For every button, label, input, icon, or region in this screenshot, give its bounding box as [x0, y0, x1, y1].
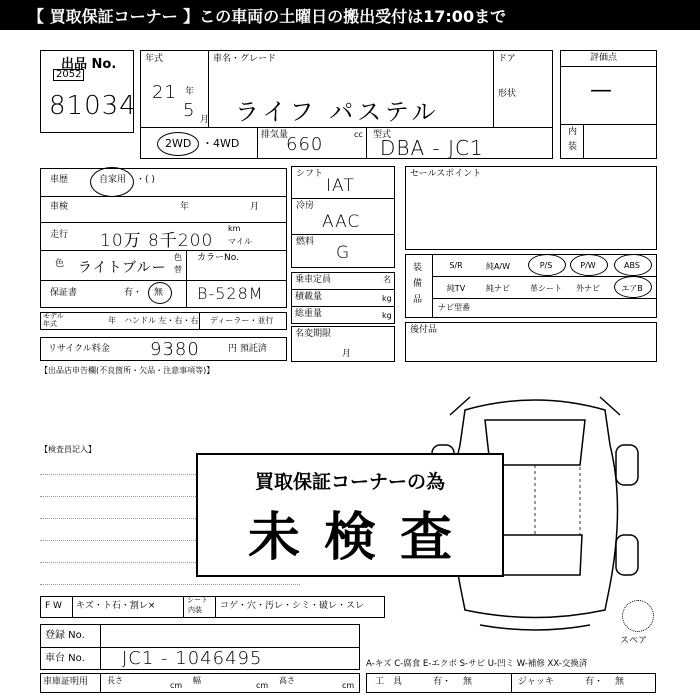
inspection-year-unit: 年: [180, 202, 190, 212]
equip-tv: 純TV: [446, 284, 466, 293]
equip-airbag: エアB: [621, 284, 643, 293]
model-label: 型式: [373, 130, 392, 140]
name-change-unit: 月: [342, 349, 352, 359]
model-year-label-2: 年式: [43, 320, 57, 328]
tools-label: 工 具: [375, 677, 403, 687]
lot-number: 81034: [49, 91, 137, 121]
car-name-label: 車名・グレード: [213, 54, 277, 64]
equip-abs: ABS: [624, 261, 640, 270]
equip-label-3: 品: [413, 295, 423, 305]
warranty-no-circle: [148, 282, 172, 304]
recycle-unit: 円 預託済: [228, 344, 267, 354]
length-label: 長さ: [107, 676, 123, 685]
gross-unit: kg: [382, 311, 392, 320]
banner: [0, 0, 700, 30]
warranty-yes: 有・: [124, 288, 143, 298]
jack-yes: 有・: [585, 677, 604, 687]
year-label: 年式: [145, 54, 164, 64]
equip-abs-circle: [614, 254, 652, 276]
recycle-value: 9380: [150, 339, 200, 360]
equip-label-1: 装: [413, 263, 423, 273]
capacity-label: 乗車定員: [295, 275, 332, 285]
fuel-label: 燃料: [296, 237, 315, 247]
equip-ps-circle: [528, 254, 566, 276]
shape-label: 形状: [498, 89, 517, 99]
capacity-unit: 名: [383, 275, 391, 284]
door-label: ドア: [498, 54, 516, 64]
equip-label-2: 備: [413, 279, 423, 289]
equip-navi: 純ナビ: [486, 284, 510, 293]
color-no-value: B-528M: [197, 284, 264, 303]
warranty-no: 無: [154, 288, 164, 298]
height-label: 高さ: [279, 676, 295, 685]
width-unit: cm: [256, 681, 269, 690]
year-value: 21: [152, 82, 177, 103]
score-value: —: [590, 78, 612, 103]
seat-label-1: シート: [187, 596, 208, 604]
stamp-line-1: 買取保証コーナーの為: [254, 471, 445, 493]
displacement-label: 排気量: [261, 130, 289, 140]
lot-code: 2052: [53, 69, 84, 81]
after-parts-label: 後付品: [410, 325, 438, 335]
handle-label: ハンドル 左・右・右: [124, 316, 199, 325]
load-label: 積載量: [295, 292, 323, 302]
remarks-label: 【出品店申告欄(不良箇所・欠品・注意事項等)】: [40, 366, 215, 375]
garage-cert-label: 車庫証明用: [43, 677, 89, 687]
car-name-value: ライフ パステル: [235, 98, 440, 126]
month-unit: 月: [200, 115, 210, 125]
equip-ext-navi: 外ナビ: [576, 284, 600, 293]
lot-number-box: [40, 50, 137, 133]
fw-label: F W: [45, 601, 62, 611]
score-label: 評価点: [590, 53, 618, 63]
chassis-no-label: 車台 No.: [45, 653, 85, 664]
history-label: 車歴: [50, 175, 69, 185]
chassis-no-value: JC1 - 1046495: [122, 648, 263, 669]
model-year-label-1: モデル: [43, 312, 64, 320]
lot-label: 出品 No.: [61, 57, 117, 72]
mileage-unit-km: km: [228, 224, 241, 233]
displacement-value: 660: [286, 134, 324, 155]
color-no-label: カラーNo.: [197, 253, 239, 263]
ac-label: 冷房: [296, 201, 315, 211]
color-swap-2: 替: [174, 265, 182, 274]
fuel-value: G: [336, 243, 351, 263]
warranty-label: 保証書: [50, 288, 78, 298]
year-unit: 年: [185, 87, 195, 97]
mileage-unit-mile: マイル: [228, 237, 252, 246]
jack-label: ジャッキ: [518, 677, 554, 687]
damage-code-legend: A-キズ C-腐食 E-エクボ S-サビ U-凹ミ W-補修 XX-交換済: [366, 659, 588, 669]
seat-items: コゲ・穴・汚レ・シミ・破レ・スレ: [220, 601, 365, 611]
inspector-label: 【検査員記入】: [40, 445, 96, 454]
dealer-label: ディーラー・並行: [210, 316, 274, 325]
history-value: 自家用: [99, 175, 127, 185]
jack-no: 無: [615, 677, 625, 687]
model-year-year: 年: [108, 316, 116, 325]
name-change-label: 名変期限: [295, 329, 332, 339]
equip-pw: P/W: [580, 261, 596, 270]
reg-no-label: 登録 No.: [45, 630, 85, 641]
shift-label: シフト: [296, 169, 324, 179]
inspection-label: 車検: [50, 202, 69, 212]
drive-2wd-circle: [157, 132, 199, 156]
shift-value: IAT: [326, 176, 355, 196]
drive-4wd: ・4WD: [202, 137, 240, 150]
spare-tire-circle: [622, 600, 654, 632]
history-paren: ・( ): [136, 175, 155, 185]
mileage-label: 走行: [50, 230, 69, 240]
spare-label: スペア: [620, 636, 648, 646]
mileage-value: 10万 8千200: [100, 231, 214, 251]
equip-airbag-circle: [614, 276, 652, 298]
sales-point-label: セールスポイント: [410, 169, 482, 179]
month-value: 5: [183, 100, 196, 121]
after-parts-box: [405, 322, 657, 362]
color-swap-1: 色: [174, 253, 182, 262]
height-unit: cm: [342, 681, 355, 690]
inspection-month-unit: 月: [250, 202, 260, 212]
banner-text: 【 買取保証コーナー 】この車両の土曜日の搬出受付は17:00まで: [28, 6, 507, 26]
tools-no: 無: [463, 677, 473, 687]
stamp-line-2: 未検査: [247, 508, 476, 568]
fw-items: キズ・ト石・割レ×: [76, 601, 156, 611]
color-label: 色: [55, 259, 65, 269]
recycle-label: リサイクル料金: [48, 344, 110, 354]
tools-yes: 有・: [433, 677, 452, 687]
cc-label: cc: [354, 130, 363, 139]
color-value: ライトブルー: [78, 260, 167, 276]
model-value: DBA - JC1: [380, 136, 484, 160]
load-unit: kg: [382, 294, 392, 303]
unchecked-stamp: [196, 453, 504, 577]
equip-ps: P/S: [539, 261, 553, 270]
equip-sr: S/R: [449, 261, 463, 270]
length-unit: cm: [170, 681, 183, 690]
equip-pw-circle: [570, 254, 608, 276]
navi-model-label: ナビ型番: [438, 303, 470, 312]
equip-alloy: 純A/W: [485, 262, 511, 271]
history-circle: [90, 167, 134, 197]
drive-2wd: 2WD: [165, 137, 192, 150]
interior-label-1: 内: [568, 127, 578, 137]
interior-label-2: 装: [568, 142, 578, 152]
gross-label: 総重量: [295, 309, 323, 319]
equip-leather: 革シート: [530, 284, 562, 293]
ac-value: AAC: [322, 212, 361, 232]
width-label: 幅: [193, 676, 201, 685]
seat-label-2: 内装: [188, 606, 202, 614]
